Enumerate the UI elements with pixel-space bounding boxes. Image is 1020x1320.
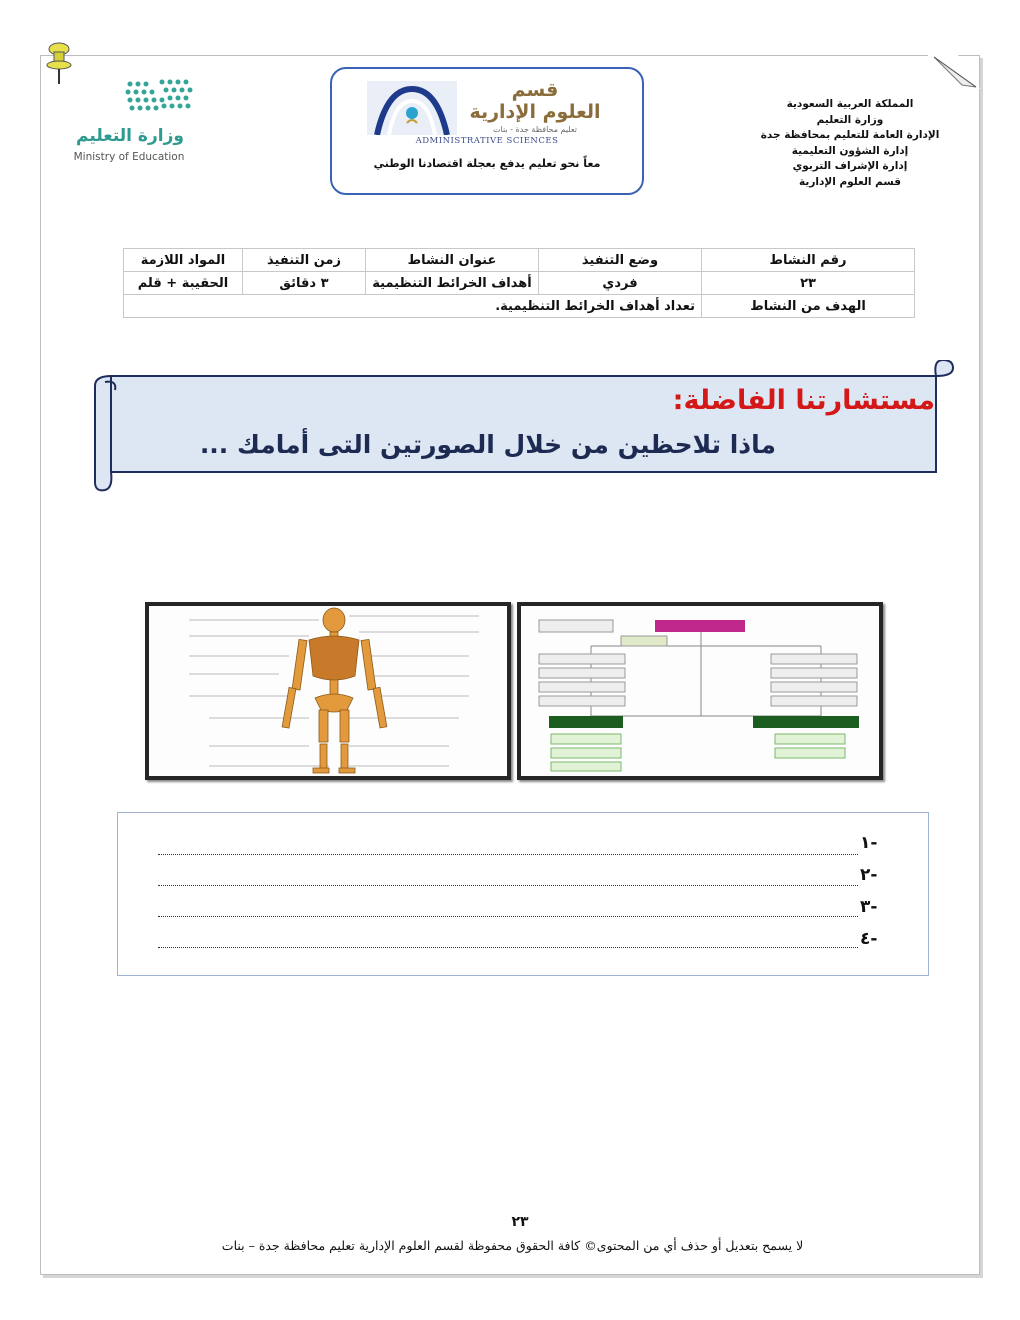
organization-chart-icon [521, 606, 879, 776]
header-line-5: إدارة الإشراف التربوي [792, 160, 908, 172]
skeleton-diagram-icon [149, 606, 507, 776]
department-english-name: ADMINISTRATIVE SCIENCES [415, 136, 559, 146]
value-execution-time: ٣ دقائق [243, 272, 366, 295]
header-line-3: الإدارة العامة للتعليم بمحافظة جدة [760, 129, 940, 141]
header-line-6: قسم العلوم الإدارية [799, 175, 901, 188]
activity-info-table [123, 248, 915, 318]
answer-box [117, 812, 929, 976]
answer-line-3[interactable] [158, 916, 858, 917]
header-activity-title: عنوان النشاط [366, 249, 539, 272]
organization-chart-image [517, 602, 883, 780]
goal-label: الهدف من النشاط [702, 295, 915, 318]
answer-number-3: ٣- [860, 897, 878, 917]
footer-copyright: لا يسمح بتعديل أو حذف أي من المحتوى© كافة الحقوق محفوظة لقسم العلوم الإدارية تعليم محافظة جدة – بنات [221, 1238, 804, 1253]
ministry-name-english: Ministry of Education [73, 151, 185, 163]
value-execution-mode: فردي [539, 272, 702, 295]
banner-title: مستشارتنا الفاضلة: [672, 385, 935, 416]
header-execution-time: زمن التنفيذ [243, 249, 366, 272]
answer-line-1[interactable] [158, 854, 858, 855]
scroll-banner-shape [93, 360, 955, 492]
goal-value: تعداد أهداف الخرائط التنظيمية. [124, 295, 702, 318]
header-ministry-info [760, 97, 940, 190]
value-activity-title: أهداف الخرائط التنظيمية [366, 272, 539, 295]
table-value-row [124, 272, 915, 295]
page-number: ٢٣ [511, 1214, 529, 1230]
department-slogan: معاً نحو تعليم يدفع بعجلة اقتصادنا الوطني [373, 157, 601, 170]
banner-question: ماذا تلاحظين من خلال الصورتين التى أمامك ... [199, 430, 776, 459]
table-goal-row [124, 295, 915, 318]
answer-number-4: ٤- [860, 929, 878, 949]
skeleton-image [145, 602, 511, 780]
department-logo-box [330, 67, 644, 195]
header-materials: المواد اللازمة [124, 249, 243, 272]
value-materials: الحقيبة + قلم [124, 272, 243, 295]
department-emblem-icon [367, 81, 457, 135]
answer-line-2[interactable] [158, 885, 858, 886]
department-word: قسم [511, 79, 559, 101]
header-line-1: المملكة العربية السعودية [786, 98, 914, 110]
header-activity-number: رقم النشاط [702, 249, 915, 272]
department-subtitle: تعليم محافظة جدة - بنات [492, 125, 578, 134]
department-name: العلوم الإدارية [469, 101, 601, 123]
answer-number-1: ١- [860, 833, 878, 853]
header-line-2: وزارة التعليم [816, 113, 884, 126]
answer-line-4[interactable] [158, 947, 858, 948]
table-header-row [124, 249, 915, 272]
department-title [450, 79, 620, 123]
header-execution-mode: وضع التنفيذ [539, 249, 702, 272]
page-fold-corner [928, 55, 980, 89]
value-activity-number: ٢٣ [702, 272, 915, 295]
ministry-name-arabic: وزارة التعليم [76, 126, 184, 146]
answer-number-2: ٢- [860, 865, 878, 885]
header-line-4: إدارة الشؤون التعليمية [791, 144, 909, 157]
